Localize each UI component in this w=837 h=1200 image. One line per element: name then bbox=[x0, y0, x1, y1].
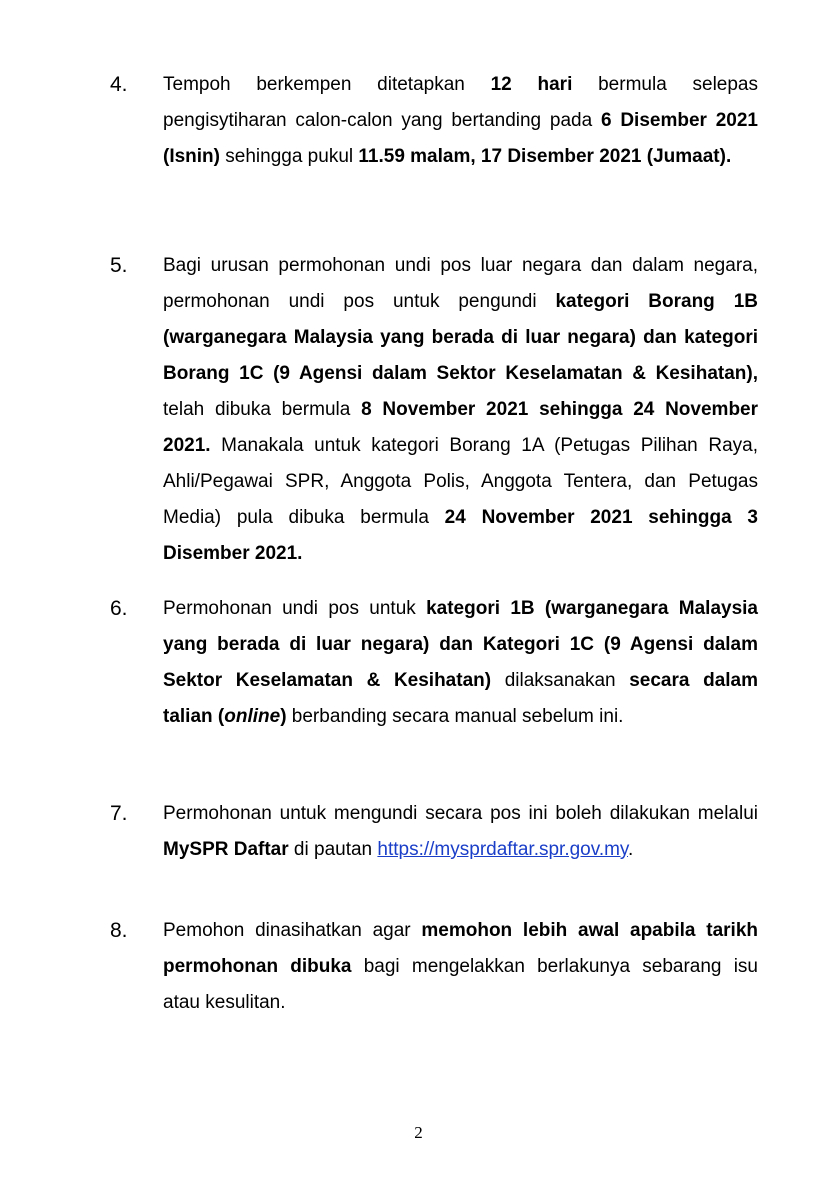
bold-text: kategori Borang 1B (warganegara Malaysia yang berada di luar negara) dan kategori Borang 1C (9 Agensi dalam Sektor Keselamatan & Kesihatan), bbox=[163, 291, 758, 384]
body-text: Tempoh berkempen ditetapkan bbox=[163, 74, 491, 95]
paragraph-text bbox=[163, 913, 758, 1021]
paragraph-text bbox=[163, 796, 758, 868]
bold-text: MySPR Daftar bbox=[163, 839, 289, 860]
body-text: berbanding secara manual sebelum ini. bbox=[286, 706, 624, 727]
body-text: telah dibuka bermula bbox=[163, 399, 362, 420]
body-text: dilaksanakan bbox=[491, 670, 630, 691]
bold-text: ) bbox=[280, 706, 287, 727]
bold-text: memohon lebih awal apabila tarikh permohonan dibuka bbox=[163, 920, 758, 977]
paragraph-number: 8. bbox=[110, 919, 128, 942]
body-text: Permohonan untuk mengundi secara pos ini boleh dilakukan melalui bbox=[163, 803, 758, 824]
body-text: Bagi urusan permohonan undi pos luar negara dan dalam negara, permohonan undi pos untuk pengundi bbox=[163, 255, 758, 312]
body-text: Pemohon dinasihatkan agar bbox=[163, 920, 422, 941]
page-number: 2 bbox=[414, 1123, 423, 1142]
paragraph-text bbox=[163, 67, 758, 175]
bold-text: 8 November 2021 sehingga 24 November 2021. bbox=[163, 399, 759, 456]
body-text: Manakala untuk kategori Borang 1A (Petugas Pilihan Raya, Ahli/Pegawai SPR, Anggota Polis, Anggota Tentera, dan Petugas Media) pula dibuka bermula bbox=[163, 435, 758, 528]
paragraph-number: 5. bbox=[110, 254, 128, 277]
body-text: . bbox=[628, 839, 634, 860]
bold-text: 12 hari bbox=[490, 74, 573, 95]
paragraph-text bbox=[163, 248, 758, 572]
bold-text: 6 Disember 2021 (Isnin) bbox=[163, 110, 758, 167]
bold-text: kategori 1B (warganegara Malaysia yang berada di luar negara) dan Kategori 1C (9 Agensi dalam Sektor Keselamatan & Kesihatan) bbox=[163, 598, 758, 691]
body-text: bermula selepas pengisytiharan calon-calon yang bertanding pada bbox=[163, 74, 759, 131]
body-text: di pautan bbox=[288, 839, 378, 860]
paragraph-text bbox=[163, 591, 758, 735]
paragraph-number: 4. bbox=[110, 73, 128, 96]
body-text: Permohonan undi pos untuk bbox=[163, 598, 427, 619]
paragraph-number: 7. bbox=[110, 802, 128, 825]
body-text: sehingga pukul bbox=[220, 146, 359, 167]
paragraph-number: 6. bbox=[110, 597, 128, 620]
bold-text: online bbox=[224, 706, 281, 727]
bold-text: 11.59 malam, 17 Disember 2021 (Jumaat). bbox=[358, 146, 732, 167]
body-text: bagi mengelakkan berlakunya sebarang isu atau kesulitan. bbox=[163, 956, 758, 1013]
url-link[interactable]: https://mysprdaftar.spr.gov.my bbox=[377, 839, 629, 860]
bold-text: secara dalam talian ( bbox=[163, 670, 758, 727]
bold-text: 24 November 2021 sehingga 3 Disember 2021. bbox=[163, 507, 758, 564]
